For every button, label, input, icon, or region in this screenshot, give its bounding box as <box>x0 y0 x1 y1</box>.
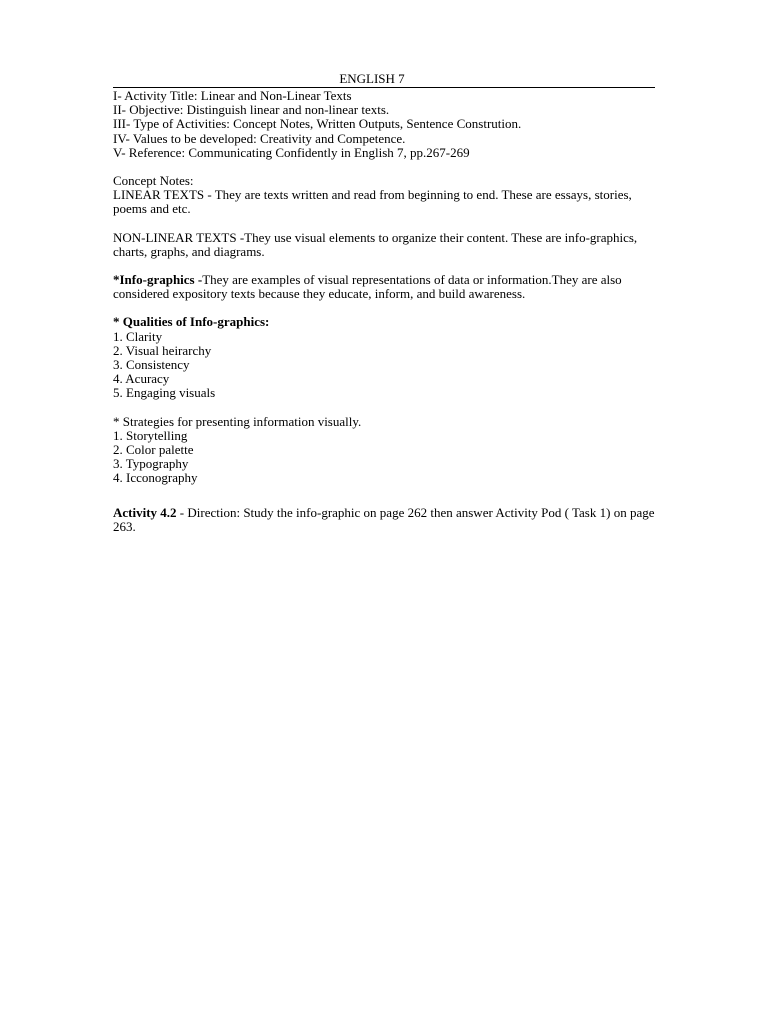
nonlinear-texts-definition: NON-LINEAR TEXTS -They use visual elements to organize their content. These are info-graphics, charts, graphs, and diagrams. <box>113 229 638 259</box>
activity-direction <box>113 506 655 534</box>
list-item: 4. Icconography <box>113 470 198 486</box>
spacer <box>113 301 655 315</box>
spacer <box>113 160 655 174</box>
activity-label: Activity 4.2 <box>113 504 177 520</box>
linear-texts-definition: LINEAR TEXTS - They are texts written and read from beginning to end. These are essays, stories, poems and etc. <box>113 187 632 217</box>
overview-list <box>113 89 655 160</box>
list-item: 3. Consistency <box>113 357 190 373</box>
spacer <box>113 486 655 506</box>
overview-activity-types: III- Type of Activities: Concept Notes, Written Outputs, Sentence Constrution. <box>113 116 522 132</box>
qualities-heading: * Qualities of Info-graphics: <box>113 314 270 330</box>
list-item: 1. Clarity <box>113 328 163 344</box>
spacer <box>113 217 655 231</box>
overview-objective: II- Objective: Distinguish linear and non-linear texts. <box>113 102 390 118</box>
document-page <box>113 72 655 534</box>
strategies-heading: * Strategies for presenting information visually. <box>113 413 362 429</box>
overview-values: IV- Values to be developed: Creativity and Competence. <box>113 130 406 146</box>
overview-activity-title: I- Activity Title: Linear and Non-Linear Texts <box>113 88 352 103</box>
qualities-section <box>113 315 655 400</box>
list-item: 2. Visual heirarchy <box>113 342 212 358</box>
list-item: 2. Color palette <box>113 442 194 458</box>
strategies-section <box>113 415 655 486</box>
concept-notes-section <box>113 174 655 259</box>
list-item: 3. Typography <box>113 456 189 472</box>
infographics-term: *Info-graphics - <box>113 272 203 288</box>
infographics-definition <box>113 273 655 301</box>
document-title: ENGLISH 7 <box>339 71 405 86</box>
concept-notes-heading: Concept Notes: <box>113 173 194 189</box>
spacer <box>113 401 655 415</box>
list-item: 1. Storytelling <box>113 427 188 443</box>
infographics-description: They are examples of visual representations of data or information.They are also considered expository texts because they educate, inform, and build awareness. <box>113 272 622 302</box>
activity-text: - Direction: Study the info-graphic on page 262 then answer Activity Pod ( Task 1) on page 263. <box>113 504 655 534</box>
list-item: 5. Engaging visuals <box>113 385 216 401</box>
spacer <box>113 259 655 273</box>
overview-reference: V- Reference: Communicating Confidently in English 7, pp.267-269 <box>113 144 470 160</box>
list-item: 4. Acuracy <box>113 371 170 387</box>
